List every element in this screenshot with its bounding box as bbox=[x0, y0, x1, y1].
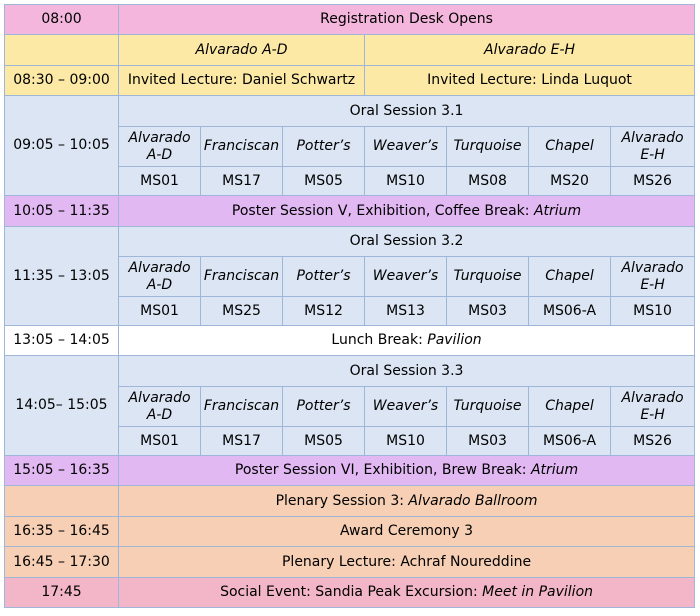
session-code: MS05 bbox=[283, 167, 365, 196]
row-plenary-session bbox=[5, 486, 695, 517]
row-poster-session-vi bbox=[5, 456, 695, 486]
session-code: MS10 bbox=[611, 297, 695, 326]
room-cell: Chapel bbox=[529, 387, 611, 427]
room-cell: Chapel bbox=[529, 127, 611, 167]
row-oral-session-3-2-title bbox=[5, 227, 695, 257]
plenary-session-place: Alvarado Ballroom bbox=[408, 492, 538, 509]
session-code: MS01 bbox=[119, 427, 201, 456]
session-code: MS26 bbox=[611, 427, 695, 456]
session-code: MS06-A bbox=[529, 297, 611, 326]
room-cell: Alvarado E-H bbox=[611, 387, 695, 427]
session-code: MS12 bbox=[283, 297, 365, 326]
session-code: MS25 bbox=[201, 297, 283, 326]
social-event-text: Social Event: Sandia Peak Excursion: bbox=[220, 584, 478, 601]
row-invited-rooms bbox=[5, 35, 695, 66]
schedule-table bbox=[4, 4, 695, 608]
poster-session-place: Atrium bbox=[530, 462, 579, 479]
room-cell: Chapel bbox=[529, 257, 611, 297]
room-cell: Alvarado A-D bbox=[119, 387, 201, 427]
row-oral-session-3-3-title bbox=[5, 356, 695, 387]
invited-lecture-label: Invited Lecture: bbox=[127, 72, 238, 89]
row-plenary-lecture bbox=[5, 547, 695, 578]
poster-session-place: Atrium bbox=[533, 202, 582, 219]
room-cell: Turquoise bbox=[447, 127, 529, 167]
session-code: MS01 bbox=[119, 297, 201, 326]
time-cell: 11:35 – 13:05 bbox=[5, 227, 119, 326]
time-cell: 16:35 – 16:45 bbox=[5, 517, 119, 547]
row-award-ceremony bbox=[5, 517, 695, 547]
session-code: MS17 bbox=[201, 427, 283, 456]
room-cell: Turquoise bbox=[447, 387, 529, 427]
time-cell: 15:05 – 16:35 bbox=[5, 456, 119, 486]
session-code: MS03 bbox=[447, 427, 529, 456]
room-cell: Weaver’s bbox=[365, 387, 447, 427]
session-code: MS10 bbox=[365, 167, 447, 196]
room-cell: Alvarado E-H bbox=[611, 257, 695, 297]
empty-time-cell bbox=[5, 35, 119, 66]
room-cell: Potter’s bbox=[283, 257, 365, 297]
registration-cell: Registration Desk Opens bbox=[119, 5, 695, 35]
time-cell: 10:05 – 11:35 bbox=[5, 196, 119, 227]
room-right: Alvarado E-H bbox=[365, 35, 695, 66]
row-social-event bbox=[5, 578, 695, 608]
plenary-session-text: Plenary Session 3: bbox=[275, 492, 404, 509]
room-cell: Potter’s bbox=[283, 387, 365, 427]
invited-lecture-left bbox=[119, 66, 365, 96]
session-code: MS05 bbox=[283, 427, 365, 456]
room-cell: Franciscan bbox=[201, 127, 283, 167]
poster-session-text: Poster Session VI, Exhibition, Brew Break: bbox=[234, 462, 527, 479]
poster-session-text: Poster Session V, Exhibition, Coffee Break: bbox=[231, 202, 530, 219]
room-cell: Franciscan bbox=[201, 387, 283, 427]
poster-session-cell bbox=[119, 456, 695, 486]
award-ceremony-cell: Award Ceremony 3 bbox=[119, 517, 695, 547]
invited-lecture-label: Invited Lecture: bbox=[427, 72, 537, 89]
session-title: Oral Session 3.1 bbox=[119, 96, 695, 127]
time-cell: 13:05 – 14:05 bbox=[5, 326, 119, 356]
room-cell: Weaver’s bbox=[365, 257, 447, 297]
room-cell: Weaver’s bbox=[365, 127, 447, 167]
row-registration bbox=[5, 5, 695, 35]
plenary-lecture-cell: Plenary Lecture: Achraf Noureddine bbox=[119, 547, 695, 578]
time-cell: 09:05 – 10:05 bbox=[5, 96, 119, 196]
session-code: MS26 bbox=[611, 167, 695, 196]
plenary-session-cell bbox=[119, 486, 695, 517]
session-code: MS06-A bbox=[529, 427, 611, 456]
room-cell: Alvarado A-D bbox=[119, 127, 201, 167]
time-cell: 08:30 – 09:00 bbox=[5, 66, 119, 96]
session-title: Oral Session 3.3 bbox=[119, 356, 695, 387]
session-code: MS17 bbox=[201, 167, 283, 196]
session-code: MS08 bbox=[447, 167, 529, 196]
session-code: MS10 bbox=[365, 427, 447, 456]
poster-session-cell bbox=[119, 196, 695, 227]
room-cell: Potter’s bbox=[283, 127, 365, 167]
room-left: Alvarado A-D bbox=[119, 35, 365, 66]
session-title: Oral Session 3.2 bbox=[119, 227, 695, 257]
row-lunch bbox=[5, 326, 695, 356]
room-cell: Turquoise bbox=[447, 257, 529, 297]
time-cell: 08:00 bbox=[5, 5, 119, 35]
session-code: MS13 bbox=[365, 297, 447, 326]
lunch-text: Lunch Break: bbox=[331, 332, 423, 349]
social-event-cell bbox=[119, 578, 695, 608]
empty-time-cell bbox=[5, 486, 119, 517]
row-oral-session-3-1-title bbox=[5, 96, 695, 127]
lunch-cell bbox=[119, 326, 695, 356]
session-code: MS20 bbox=[529, 167, 611, 196]
invited-lecture-speaker: Daniel Schwartz bbox=[241, 72, 356, 89]
row-poster-session-v bbox=[5, 196, 695, 227]
session-code: MS01 bbox=[119, 167, 201, 196]
room-cell: Alvarado E-H bbox=[611, 127, 695, 167]
time-cell: 16:45 – 17:30 bbox=[5, 547, 119, 578]
session-code: MS03 bbox=[447, 297, 529, 326]
room-cell: Alvarado A-D bbox=[119, 257, 201, 297]
invited-lecture-right bbox=[365, 66, 695, 96]
room-cell: Franciscan bbox=[201, 257, 283, 297]
row-invited-lectures bbox=[5, 66, 695, 96]
time-cell: 14:05– 15:05 bbox=[5, 356, 119, 456]
social-event-place: Meet in Pavilion bbox=[482, 584, 594, 601]
time-cell: 17:45 bbox=[5, 578, 119, 608]
lunch-place: Pavilion bbox=[427, 332, 482, 349]
invited-lecture-speaker: Linda Luquot bbox=[541, 72, 632, 89]
